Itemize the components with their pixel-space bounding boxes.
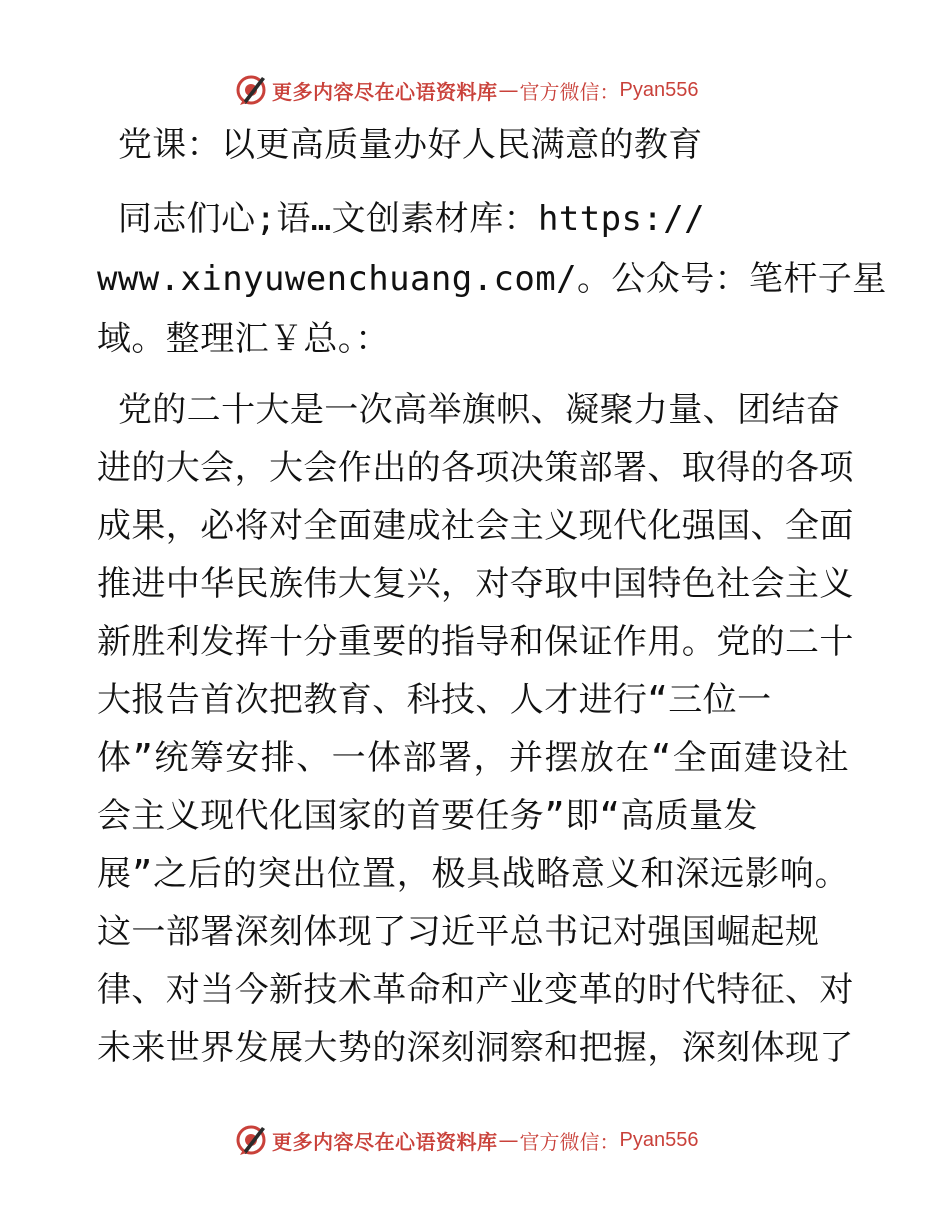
body-line: 会主义现代化国家的首要任务”即“高质量发 <box>97 796 758 836</box>
body-line: 这一部署深刻体现了习近平总书记对强国崛起规 <box>97 912 820 952</box>
body-line: 展”之后的突出位置，极具战略意义和深远影响。 <box>97 854 849 894</box>
header-watermark <box>234 70 714 110</box>
footer-watermark <box>234 1120 714 1160</box>
body-line: 推进中华民族伟大复兴，对夺取中国特色社会主义 <box>97 564 854 604</box>
body-line: 新胜利发挥十分重要的指导和保证作用。党的二十 <box>97 622 854 662</box>
watermark-dash: — <box>498 78 519 102</box>
watermark-wechat-label: 官方微信： <box>519 79 620 104</box>
body-line: 未来世界发展大势的深刻洞察和把握，深刻体现了 <box>97 1028 854 1068</box>
watermark-text: 更多内容尽在心语资料库 <box>272 79 498 104</box>
body-line: 党的二十大是一次高举旗帜、凝聚力量、团结奋 <box>97 390 841 430</box>
watermark-wechat-id: Pyan556 <box>619 78 699 101</box>
watermark-text: 更多内容尽在心语资料库 <box>272 1129 498 1154</box>
body-line: 体”统筹安排、一体部署，并摆放在“全面建设社 <box>97 738 849 778</box>
document-title: 党课：以更高质量办好人民满意的教育 <box>97 125 703 165</box>
source-note-line: 同志们心;语…文创素材库：https:// <box>97 199 705 239</box>
source-note-line: 域。整理汇￥总。： <box>97 319 390 359</box>
quill-pen-seal-icon <box>234 1123 268 1157</box>
watermark-wechat-label: 官方微信： <box>519 1129 620 1154</box>
body-line: 成果，必将对全面建成社会主义现代化强国、全面 <box>97 506 854 546</box>
watermark-dash: — <box>498 1128 519 1152</box>
quill-pen-seal-icon <box>234 73 268 107</box>
body-line: 律、对当今新技术革命和产业变革的时代特征、对 <box>97 970 854 1010</box>
watermark-wechat-id: Pyan556 <box>619 1128 699 1151</box>
source-note-line: www.xinyuwenchuang.com/。公众号：笔杆子星 <box>97 259 887 299</box>
body-line: 进的大会，大会作出的各项决策部署、取得的各项 <box>97 448 854 488</box>
body-line: 大报告首次把教育、科技、人才进行“三位一 <box>97 680 772 720</box>
